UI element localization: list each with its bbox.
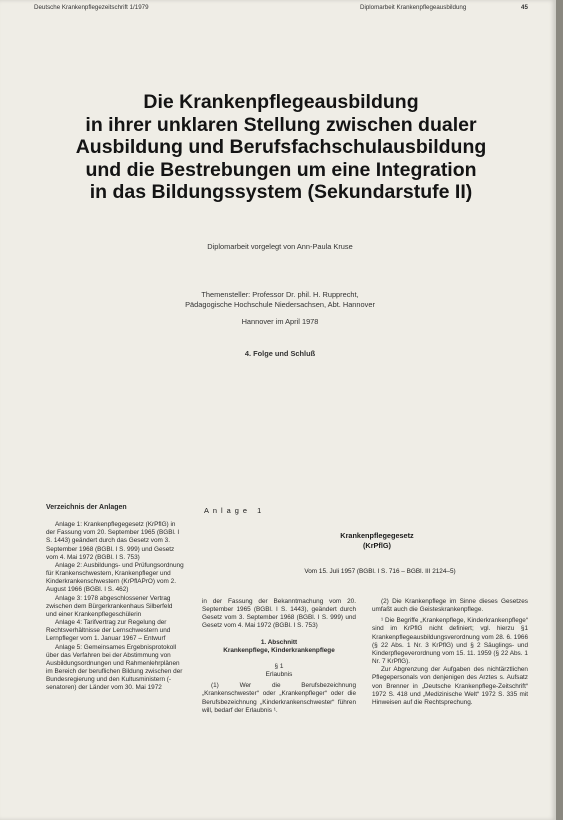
running-header-left: Deutsche Krankenpflegezeitschrift 1/1979 <box>34 4 149 11</box>
supervisor-line: Themensteller: Professor Dr. phil. H. Rupprecht, <box>201 290 359 299</box>
appendix-entry: Anlage 5: Gemeinsames Ergebnisprotokoll über das Verfahren bei der Abstimmung von Ausbildungsordnungen und Rahmenlehrplänen im Bereich der beruflichen Bildung zwischen der Bundesregierung und den Kultusministern (-senatoren) der Länder vom 30. Mai 1972 <box>46 643 183 692</box>
section-title: Krankenpflege, Kinderkrankenpflege <box>223 646 335 654</box>
law-text-column-middle <box>202 598 356 715</box>
institution-line: Pädagogische Hochschule Niedersachsen, Abt. Hannover <box>185 300 375 309</box>
appendix-list <box>46 504 184 692</box>
title-line: in das Bildungssystem (Sekundarstufe II) <box>89 181 473 203</box>
article-title <box>20 91 542 204</box>
law-text-column-right <box>372 598 528 707</box>
law-intro: in der Fassung der Bekanntmachung vom 20. September 1965 (BGBl. I S. 1443), geändert durch Gesetz vom 3. September 1968 (BGBl. I S. 999) und Gesetz vom 4. Mai 1972 (BGBl. I S. 753) <box>202 598 356 630</box>
installment-line: 4. Folge und Schluß <box>244 349 316 358</box>
appendix-list-heading: Verzeichnis der Anlagen <box>46 504 127 511</box>
footnote: ¹ Die Begriffe „Krankenpflege, Kinderkrankenpflege“ sind im KrPflG nicht definiert; vgl. hierzu §1 Krankenpflegeausbildungsverordnung vom 28. 6. 1966 (§ 22 Abs. 1 Nr. 3 KrPflG) und § 2 Säuglings- und Kinderpflegeverordnung vom 15. 11. 1959 (§ 22 Abs. 1 Nr. 7 KrPflG). <box>372 617 528 666</box>
law-date: Vom 15. Juli 1957 (BGBl. I S. 716 – BGBl. III 2124–5) <box>304 568 456 575</box>
paragraph-number: § 1 <box>274 662 284 670</box>
section-number: 1. Abschnitt <box>260 638 298 646</box>
page-number: 45 <box>521 4 528 11</box>
law-title <box>292 531 462 551</box>
appendix-entry: Anlage 1: Krankenpflegegesetz (KrPflG) in der Fassung vom 20. September 1965 (BGBl. I S. 1443) geändert durch das Gesetz vom 3. September 1968 (BGBl. I S. 999) und Gesetz vom 4. Mai 1972 (BGBl. I S. 753) <box>46 521 180 561</box>
date-line: Hannover im April 1978 <box>241 317 319 326</box>
paragraph-title: Erlaubnis <box>265 671 293 679</box>
appendix-entry: Anlage 4: Tarifvertrag zur Regelung der Rechtsverhältnisse der Lernschwestern und Lernpfleger vom 1. Januar 1967 – Entwurf <box>46 619 171 643</box>
law-paragraph: (2) Die Krankenpflege im Sinne dieses Gesetzes umfaßt auch die Geisteskrankenpflege. <box>372 598 528 614</box>
title-line: und die Bestrebungen um eine Integration <box>85 158 477 181</box>
running-header-right: Diplomarbeit Krankenpflegeausbildung <box>360 4 467 11</box>
byline: Diplomarbeit vorgelegt von Ann-Paula Kruse <box>207 242 353 251</box>
section-heading <box>202 639 356 655</box>
appendix-entry: Anlage 3: 1978 abgeschlossener Vertrag zwischen dem Bürgerkrankenhaus Silberfeld und einer Krankenpflegeschülerin <box>46 594 173 618</box>
law-title-line: Krankenpflegegesetz <box>340 531 414 540</box>
law-title-abbrev: (KrPflG) <box>363 541 391 550</box>
law-paragraph: (1) Wer die Berufsbezeichnung „Krankenschwester“ oder „Krankenpfleger“ oder die Berufsbezeichnung „Kinderkrankenschwester“ führen will, bedarf der Erlaubnis ¹. <box>202 682 356 714</box>
book-edge <box>556 0 563 820</box>
appendix-label: Anlage 1 <box>204 506 266 515</box>
title-line: Die Krankenpflegeausbildung <box>143 91 419 113</box>
title-line: Ausbildung und Berufsfachschulausbildung <box>75 136 487 158</box>
appendix-entry: Anlage 2: Ausbildungs- und Prüfungsordnung für Krankenschwestern, Krankenpfleger und Kinderkrankenschwestern (KrPflAPrO) vom 2. August 1966 (BGBl. I S. 462) <box>46 561 184 594</box>
title-line: in ihrer unklaren Stellung zwischen dualer <box>85 113 477 136</box>
footnote-continuation: Zur Abgrenzung der Aufgaben des nichtärztlichen Pflegepersonals von denjenigen des Arztes s. Aufsatz von Brenner in „Deutsche Krankenpflege-Zeitschrift“ 1972 S. 418 und „Medizinische Welt“ 1972 S. 335 mit Hinweisen auf die Rechtsprechung. <box>372 666 528 706</box>
